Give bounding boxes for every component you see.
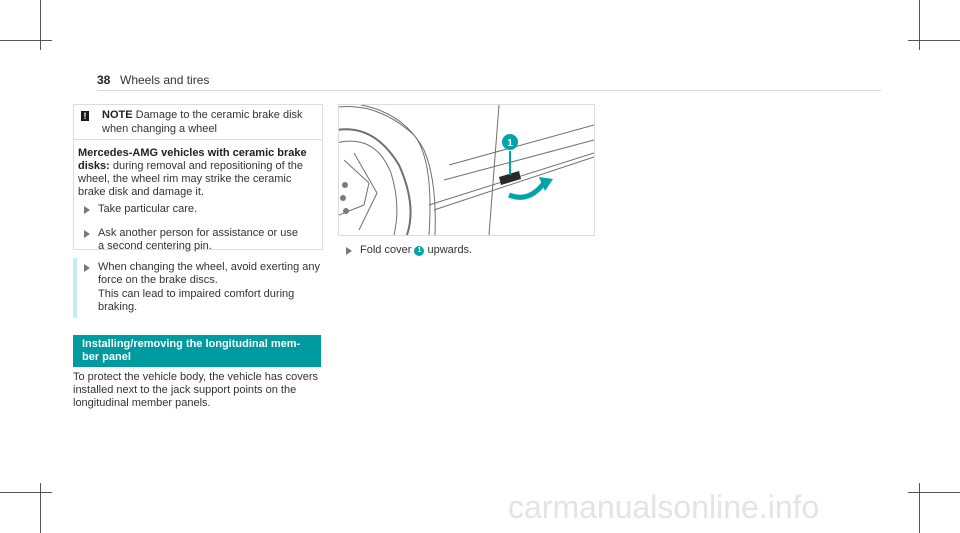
page-section-title: Wheels and tires [120,73,210,87]
watermark: carmanualsonline.info [508,489,820,525]
section-heading [73,335,321,367]
note-title-text: Damage to the ceramic brake disk when changing a wheel [102,109,303,135]
instruction-text-after: upwards. [427,244,473,256]
step-arrow-icon [346,247,352,255]
vehicle-drawing [339,105,594,235]
advice-step: When changing the wheel, avoid exerting any force on the brake discs. [98,261,320,286]
instruction-number-badge: 1 [414,246,424,256]
notice-step-2: Ask another person for assistance or use a second centering pin. [98,227,298,252]
wheel-bolt [342,182,348,188]
page-number: 38 [97,73,111,87]
notice-bold-intro: Mercedes-AMG vehicles with ceramic brake disks: [78,147,307,172]
notice-body-text: during removal and repositioning of the wheel, the wheel rim may strike the ceramic brake disk and damage it. [78,160,304,198]
crop-mark [0,40,52,41]
notice-header [74,105,322,140]
tire-outline [339,129,411,235]
advice-side-bar [73,258,77,318]
crop-mark [40,483,41,533]
wheel-arch-line [339,107,430,235]
crop-mark [40,0,41,50]
notice-body [78,147,318,199]
wheel-bolt [343,208,349,214]
fold-arrow-icon [509,183,544,197]
step-arrow-icon [84,230,90,238]
step-arrow-icon [84,206,90,214]
advice-detail: This can lead to impaired comfort during braking. [98,288,295,313]
callout-number: 1 [507,138,513,149]
section-heading-line-2: ber panel [82,351,131,363]
crop-mark [919,0,920,50]
fender-line [361,105,435,235]
spoke-line [354,153,377,230]
section-paragraph: To protect the vehicle body, the vehicle has covers installed next to the jack support points on the longitudinal member panels. [73,371,318,409]
wheel-bolt [340,195,346,201]
wheel-bolts [340,182,349,214]
fold-cover-instruction [360,244,472,257]
header-divider [97,90,881,91]
notice-step-1: Take particular care. [98,203,198,215]
step-arrow-icon [84,264,90,272]
note-label: NOTE [102,109,133,121]
instruction-text-before: Fold cover [360,244,412,256]
notice-title [102,108,317,136]
sill-edge-line [434,157,594,210]
section-heading-line-1: Installing/removing the longitudinal mem- [82,338,301,350]
crop-mark [0,492,52,493]
warning-icon: ! [81,111,89,121]
crop-mark [908,40,960,41]
vehicle-illustration [338,104,595,236]
notice-box [73,104,323,250]
crop-mark [908,492,960,493]
door-edge-line [489,105,499,235]
crop-mark [919,483,920,533]
